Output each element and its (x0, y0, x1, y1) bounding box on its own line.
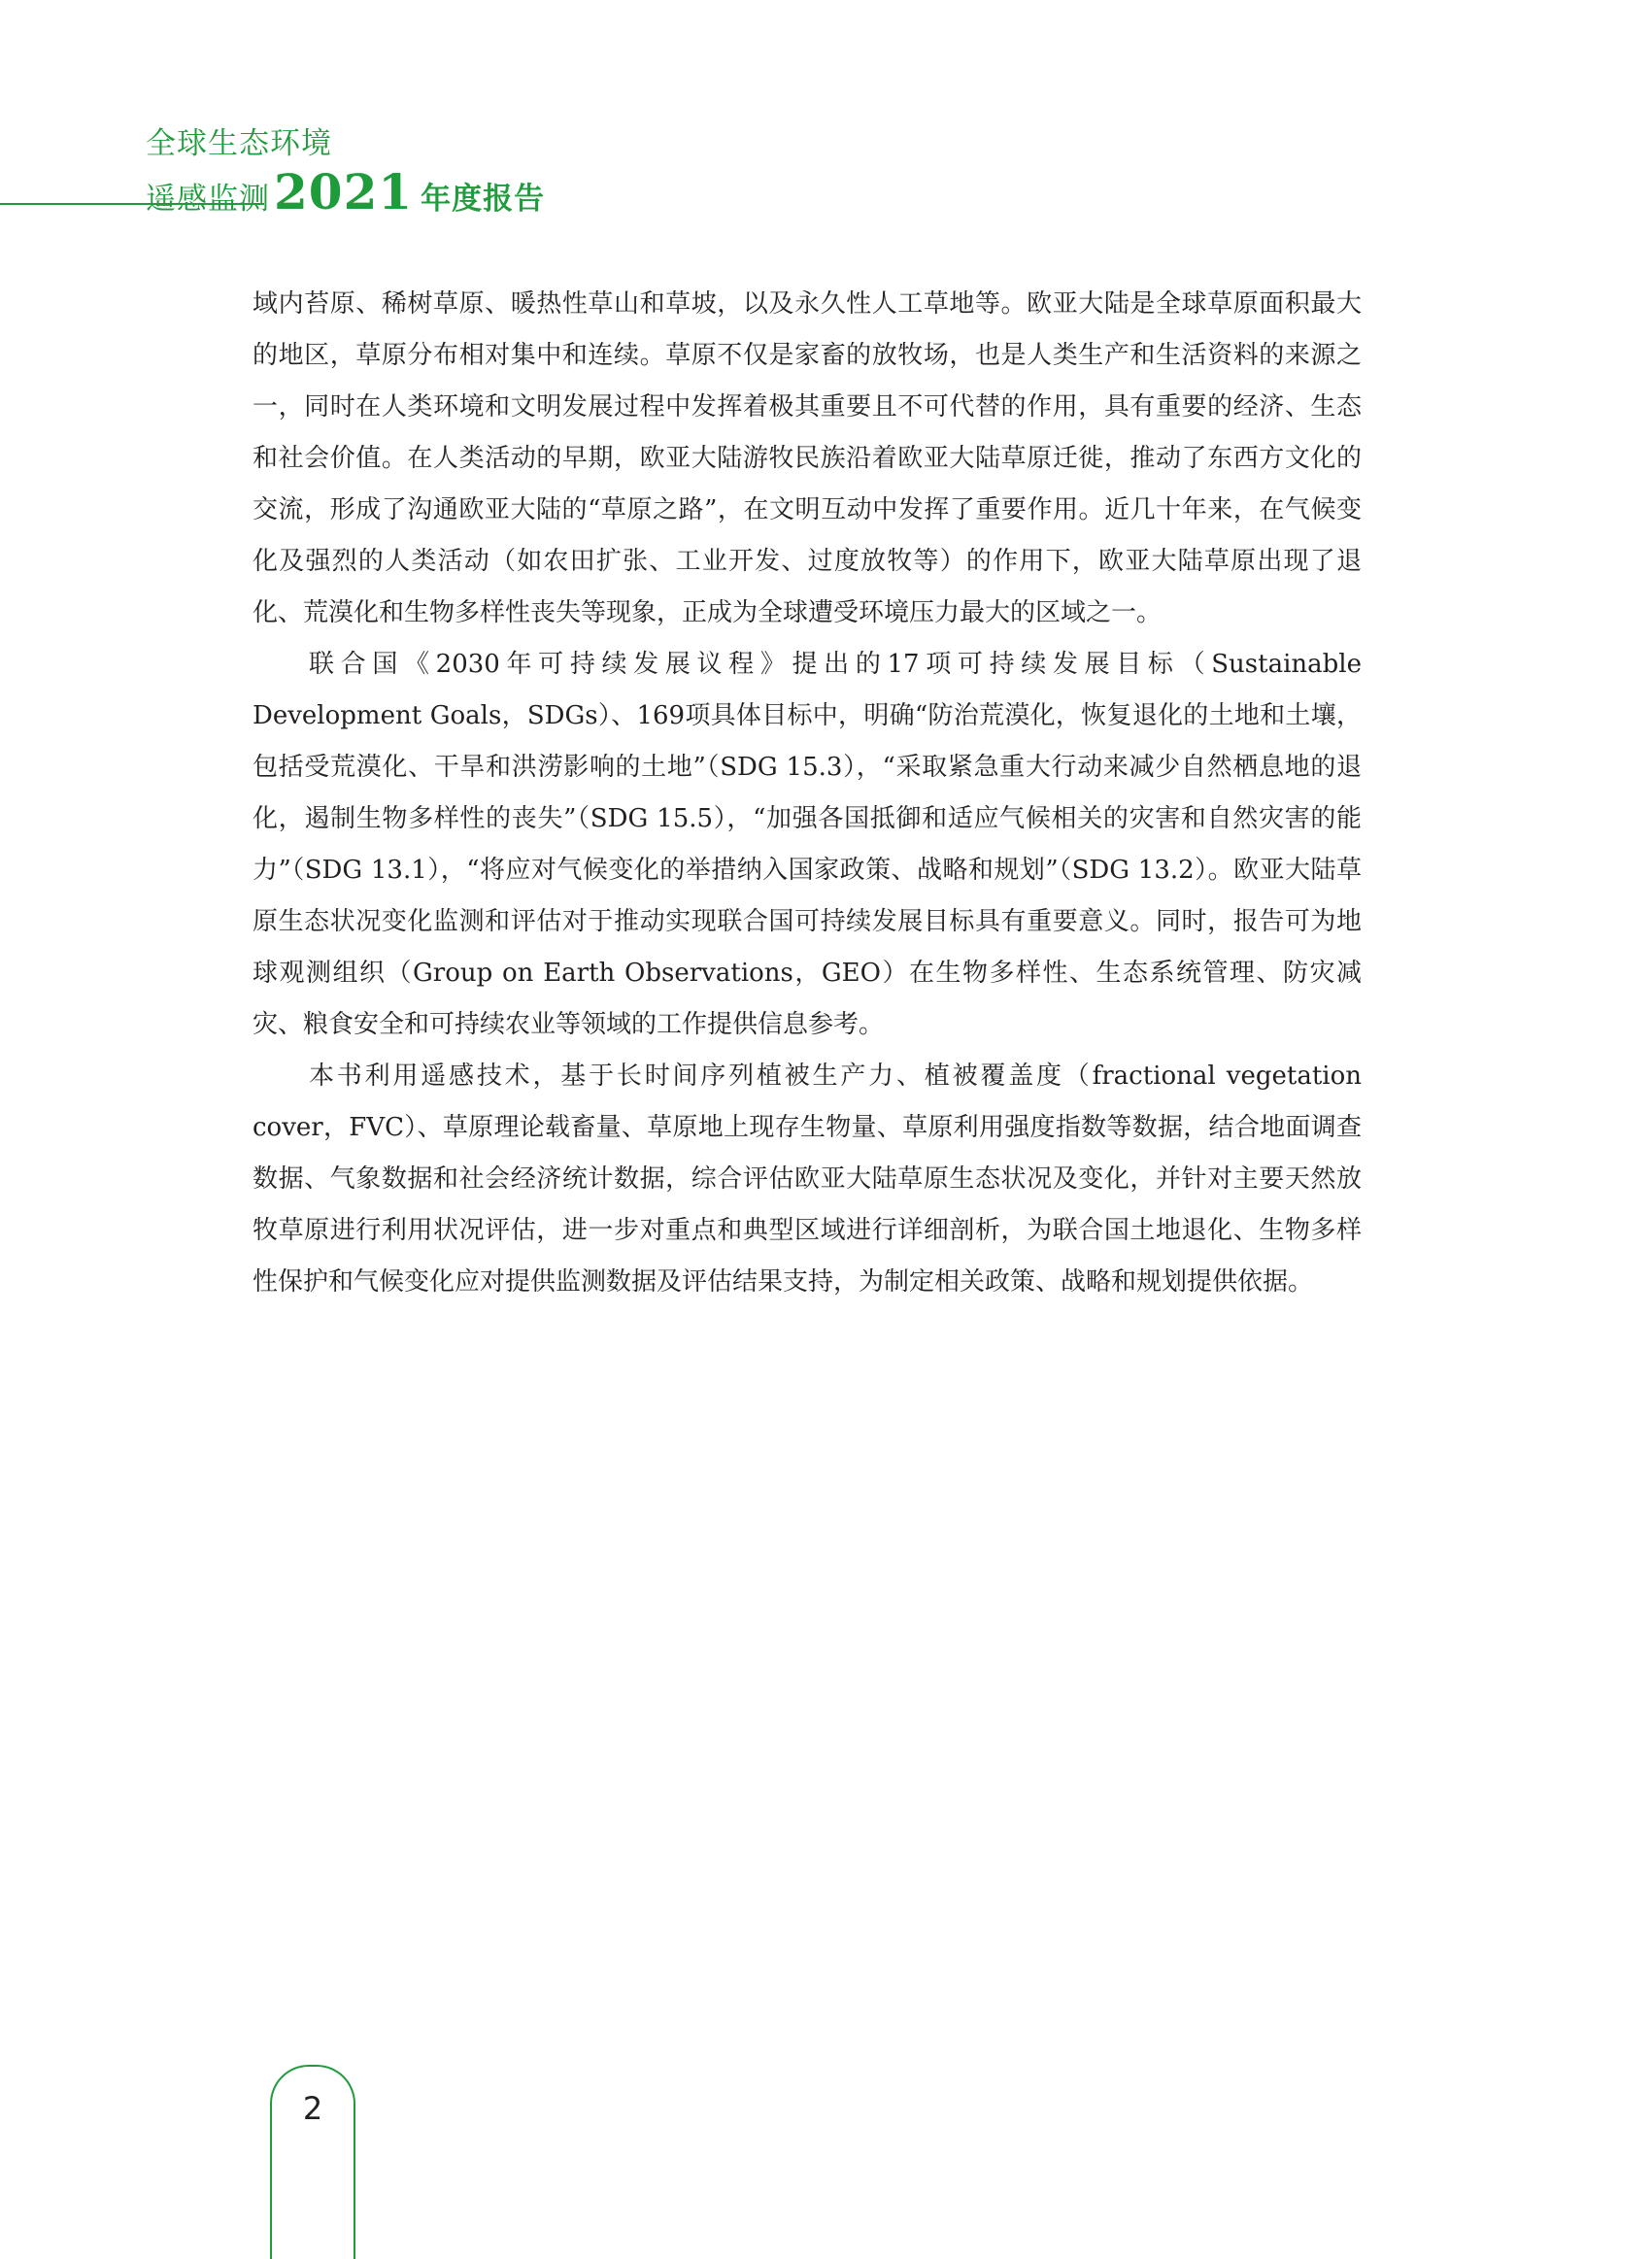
header-title-suffix: 年度报告 (421, 182, 546, 217)
header-rule (0, 203, 264, 205)
header-title-prefix: 遥感监测 (146, 182, 270, 217)
header-title-line1: 全球生态环境 (146, 126, 332, 161)
paragraph-sdgs: 联合国《2030年可持续发展议程》提出的17项可持续发展目标（Sustainable Development Goals，SDGs）、169项具体目标中，明确“防治荒漠化，恢复退化的土地和土壤，包括受荒漠化、干旱和洪涝影响的土地”（SDG 15.3），“采取紧急重大行动来减少自然栖息地的退化，遏制生物多样性的丧失”（SDG 15.5），“加强各国抵御和适应气候相关的灾害和自然灾害的能力”（SDG 13.1），“将应对气候变化的举措纳入国家政策、战略和规划”（SDG 13.2）。欧亚大陆草原生态状况变化监测和评估对于推动实现联合国可持续发展目标具有重要意义。同时，报告可为地球观测组织（Group on Earth Observations，GEO）在生物多样性、生态系统管理、防灾减灾、粮食安全和可持续农业等领域的工作提供信息参考。 (253, 650, 1362, 1039)
page-number-tab (270, 2065, 355, 2259)
paragraph-continuation: 域内苔原、稀树草原、暖热性草山和草坡，以及永久性人工草地等。欧亚大陆是全球草原面积最大的地区，草原分布相对集中和连续。草原不仅是家畜的放牧场，也是人类生产和生活资料的来源之一，同时在人类环境和文明发展过程中发挥着极其重要且不可代替的作用，具有重要的经济、生态和社会价值。在人类活动的早期，欧亚大陆游牧民族沿着欧亚大陆草原迁徙，推动了东西方文化的交流，形成了沟通欧亚大陆的“草原之路”，在文明互动中发挥了重要作用。近几十年来，在气候变化及强烈的人类活动（如农田扩张、工业开发、过度放牧等）的作用下，欧亚大陆草原出现了退化、荒漠化和生物多样性丧失等现象，正成为全球遭受环境压力最大的区域之一。 (253, 289, 1362, 627)
running-header (0, 0, 1652, 223)
page-number: 2 (302, 2090, 323, 2127)
body-text (253, 279, 1362, 1308)
header-title-line2 (146, 163, 546, 220)
header-year: 2021 (274, 163, 414, 220)
paragraph-methods: 本书利用遥感技术，基于长时间序列植被生产力、植被覆盖度（fractional vegetation cover，FVC）、草原理论载畜量、草原地上现存生物量、草原利用强度指数等数据，结合地面调查数据、气象数据和社会经济统计数据，综合评估欧亚大陆草原生态状况及变化，并针对主要天然放牧草原进行利用状况评估，进一步对重点和典型区域进行详细剖析，为联合国土地退化、生物多样性保护和气候变化应对提供监测数据及评估结果支持，为制定相关政策、战略和规划提供依据。 (253, 1062, 1362, 1297)
